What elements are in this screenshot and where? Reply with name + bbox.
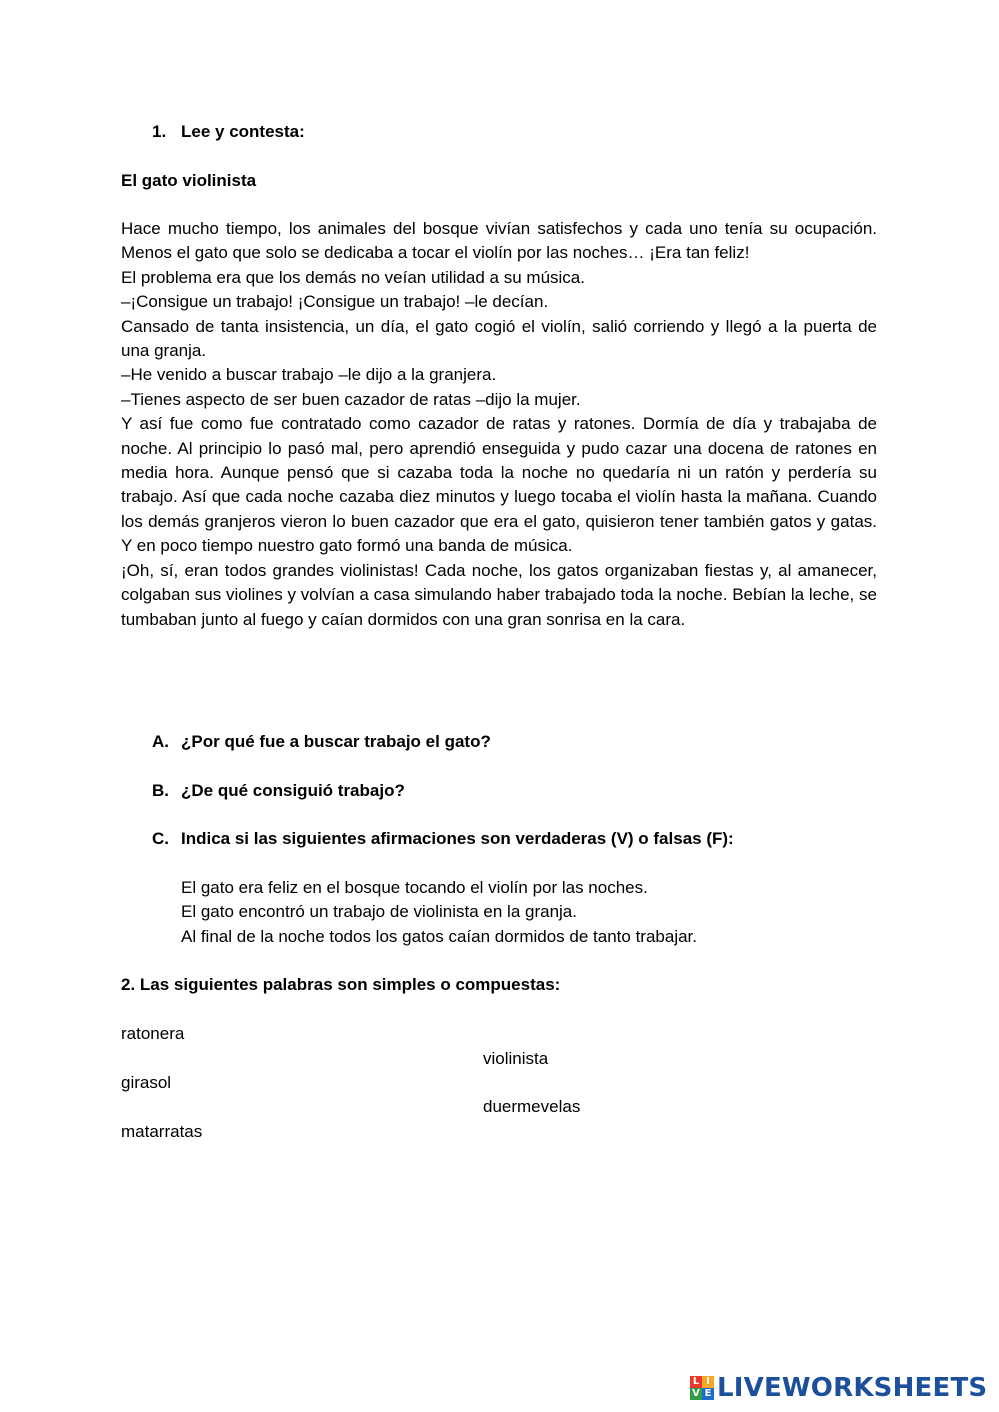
story-title: El gato violinista [121, 171, 257, 190]
question-c-label: C. [152, 829, 169, 848]
word-item: duermevelas [483, 1097, 581, 1116]
story-paragraph: –¡Consigue un trabajo! ¡Consigue un trabajo! –le decían. [121, 292, 549, 312]
logo-mark-letter: L [690, 1376, 702, 1388]
story-paragraph: –He venido a buscar trabajo –le dijo a la granjera. [121, 365, 497, 385]
statement-3: Al final de la noche todos los gatos caían dormidos de tanto trabajar. [181, 927, 697, 946]
question-b-label: B. [152, 781, 169, 800]
word-item: ratonera [121, 1024, 185, 1043]
word-item: girasol [121, 1073, 172, 1092]
word-item: violinista [483, 1049, 549, 1068]
question-b-text: ¿De qué consiguió trabajo? [181, 781, 405, 800]
story-paragraph: El problema era que los demás no veían utilidad a su música. [121, 267, 585, 287]
story-paragraph: –Tienes aspecto de ser buen cazador de ratas –dijo la mujer. [121, 389, 581, 409]
liveworksheets-logo-icon [690, 1376, 714, 1400]
statement-2: El gato encontró un trabajo de violinista en la granja. [181, 902, 577, 921]
exercise-1-number: 1. [152, 122, 167, 141]
logo-text: LIVEWORKSHEETS [717, 1373, 988, 1403]
word-item: matarratas [121, 1122, 203, 1141]
story-text [121, 217, 877, 632]
story-paragraph: Cansado de tanta insistencia, un día, el gato cogió el violín, salió corriendo y llegó a la puerta de una granja. [121, 316, 877, 361]
liveworksheets-logo [690, 1372, 987, 1404]
story-paragraph: Y así fue como fue contratado como cazador de ratas y ratones. Dormía de día y trabajaba de noche. Al principio lo pasó mal, pero aprendió enseguida y pudo cazar una docena de ratones en media hora. Aunque pensó que si cazaba toda la noche no quedaría ni un ratón y perdería su trabajo. Así que cada noche cazaba diez minutos y luego tocaba el violín hasta la mañana. Cuando los demás granjeros vieron lo buen cazador que era el gato, quisieron tener también gatos y gatas. Y en poco tiempo nuestro gato formó una banda de música. [121, 414, 877, 556]
exercise-1-heading: Lee y contesta: [181, 122, 305, 141]
story-paragraph: Hace mucho tiempo, los animales del bosque vivían satisfechos y cada uno tenía su ocupación. Menos el gato que solo se dedicaba a tocar el violín por las noches… ¡Era tan feliz! [121, 219, 877, 263]
story-paragraph: ¡Oh, sí, eran todos grandes violinistas! Cada noche, los gatos organizaban fiestas y, al amanecer, colgaban sus violines y volvían a casa simulando haber trabajado toda la noche. Bebían la leche, se tumbaban junto al fuego y caían dormidos con una gran sonrisa en la cara. [121, 560, 877, 629]
question-a-label: A. [152, 732, 169, 751]
exercise-2-heading: 2. Las siguientes palabras son simples o compuestas: [121, 975, 561, 994]
question-c-text: Indica si las siguientes afirmaciones son verdaderas (V) o falsas (F): [181, 829, 734, 848]
statement-1: El gato era feliz en el bosque tocando el violín por las noches. [181, 878, 648, 897]
question-a-text: ¿Por qué fue a buscar trabajo el gato? [181, 732, 491, 751]
logo-mark-letter: I [702, 1376, 714, 1388]
logo-mark-letter: V [690, 1388, 702, 1400]
logo-mark-letter: E [702, 1388, 714, 1400]
